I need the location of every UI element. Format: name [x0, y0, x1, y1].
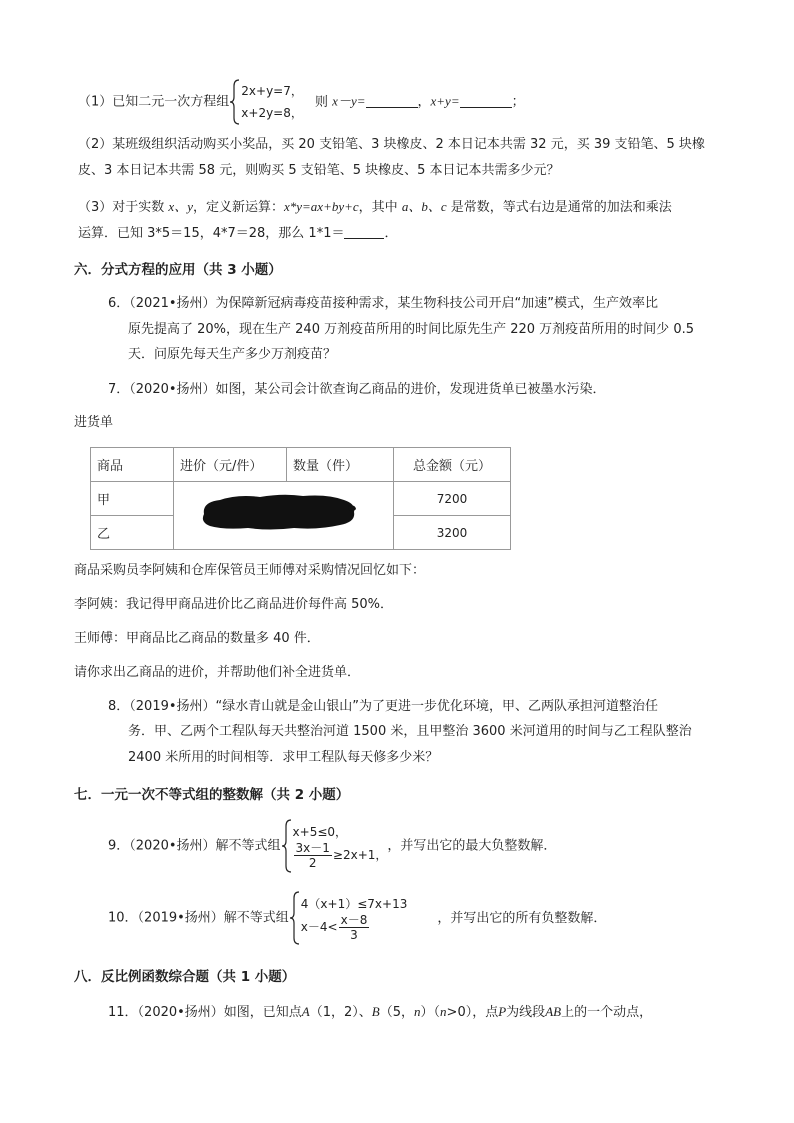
- q9-suffix: ，并写出它的最大负整数解．: [387, 838, 557, 854]
- point-p: P: [498, 1004, 507, 1019]
- q5-then: 则: [315, 94, 329, 110]
- q11-text-b: （1，2）、: [309, 1005, 372, 1020]
- q7-wang-statement: 王师傅：甲商品比乙商品的数量多 40 件．: [74, 631, 320, 646]
- fraction-denominator: 3: [350, 927, 358, 942]
- answer-blank-3[interactable]: [344, 224, 384, 239]
- q6-line1: 6．（2021•扬州）为保障新冠病毒疫苗接种需求，某生物科技公司开启“加速”模式，生产效率比: [108, 296, 658, 311]
- inequality-2-left: x－4<: [300, 919, 338, 934]
- fraction-denominator: 2: [308, 855, 317, 870]
- table-header: 数量（件）: [287, 448, 394, 482]
- section8-title: 八．反比例函数综合题（共 1 小题）: [74, 969, 296, 985]
- q5-part1: [78, 78, 525, 126]
- q5-part2-line2: 皮、3 本日记本共需 58 元，则购买 5 支铅笔、5 块橡皮、5 本日记本共需多少元？: [78, 163, 560, 178]
- inequality-system: [281, 818, 388, 874]
- q5-part3-line2: [78, 224, 398, 244]
- q5-p3-a: （3）对于实数: [78, 200, 165, 215]
- fraction-numerator: x－8: [340, 912, 368, 927]
- table-header: 进价（元/件）: [174, 448, 287, 482]
- q11-text-g: 上的一个动点，: [561, 1005, 653, 1020]
- q5-p3-xy: x、y: [168, 199, 193, 214]
- q11-line1: [108, 1002, 652, 1023]
- q5-sep: ，: [417, 94, 431, 110]
- table-cell-total: 7200: [394, 482, 511, 516]
- q5-part2-line1: （2）某班级组织活动购买小奖品，买 20 支铅笔、3 块橡皮、2 本日记本共需 32 元，买 39 支铅笔、5 块橡: [78, 137, 705, 152]
- table-cell-name: 乙: [91, 516, 174, 550]
- equation-1: 2x+y=7，: [241, 84, 303, 98]
- q7-question: 请你求出乙商品的进价，并帮助他们补全进货单．: [74, 665, 361, 680]
- q11-text-f: 为线段: [506, 1005, 546, 1020]
- fraction: [339, 913, 370, 942]
- q5-p3-abc: a、b、c: [401, 199, 447, 214]
- q5-p3-d: 是常数，等式右边是通常的加法和乘法: [450, 200, 672, 215]
- q7-li-statement: 李阿姨：我记得甲商品进价比乙商品进价每件高 50%．: [74, 597, 394, 612]
- q9-prefix: 9．（2020•扬州）解不等式组: [108, 838, 281, 854]
- brace-icon: [289, 890, 301, 946]
- inequality-2: [301, 913, 408, 942]
- q5-p3-c: ，其中: [358, 200, 398, 215]
- q7-line1: 7．（2020•扬州）如图，某公司会计欲查询乙商品的进价，发现进货单已被墨水污染．: [108, 382, 606, 397]
- q5-p3-b: ，定义新运算：: [192, 200, 284, 215]
- q11-text-e: >0），点: [446, 1005, 499, 1020]
- answer-blank-2[interactable]: [460, 93, 512, 108]
- expr-x-minus-y: x－y=: [332, 93, 366, 109]
- q5-p3-line2-text: 运算．已知 3*5＝15，4*7＝28，那么 1*1＝: [78, 226, 345, 241]
- table-cell-total: 3200: [394, 516, 511, 550]
- q5-end: ；: [511, 94, 525, 110]
- inequality-system: [289, 890, 408, 946]
- q8-line3: 2400 米所用的时间相等．求甲工程队每天修多少米？: [128, 750, 439, 765]
- table-cell-name: 甲: [91, 482, 174, 516]
- equation-2: x+2y=8，: [241, 106, 303, 120]
- q6-line2: 原先提高了 20%，现在生产 240 万剂疫苗所用的时间比原先生产 220 万剂疫苗所用的时间少 0.5: [128, 322, 694, 337]
- q5-part3-line1: [78, 197, 672, 218]
- expr-x-plus-y: x+y=: [430, 93, 460, 109]
- q8-line2: 务．甲、乙两个工程队每天共整治河道 1500 米，且甲整治 3600 米河道用的时间与乙工程队整治: [128, 724, 692, 739]
- segment-ab: AB: [545, 1004, 562, 1019]
- table-header: 商品: [91, 448, 174, 482]
- q5-p3-formula: x*y=ax+by+c: [283, 199, 359, 214]
- q6-line3: 天．问原先每天生产多少万剂疫苗？: [128, 347, 337, 362]
- inequality-1: 4（x+1）≤7x+13: [300, 896, 408, 911]
- brace-icon: [281, 818, 293, 874]
- var-n: n: [440, 1004, 447, 1019]
- table-header-row: [91, 448, 511, 482]
- q5-p3-line2-end: ．: [384, 226, 398, 241]
- ink-blot-icon: [198, 492, 358, 532]
- q11-text-c: （5，: [379, 1005, 415, 1020]
- table-caption: 进货单: [74, 415, 114, 430]
- q7-recall: 商品采购员李阿姨和仓库保管员王师傅对采购情况回忆如下：: [74, 563, 426, 578]
- inequality-2-rest: ≥2x+1，: [332, 847, 388, 862]
- q11-text-d: ）（: [420, 1005, 441, 1020]
- fraction: [294, 841, 332, 870]
- q9: [108, 818, 556, 875]
- equation-system: [229, 78, 303, 126]
- table-header: 总金额（元）: [394, 448, 511, 482]
- q8-line1: 8．（2019•扬州）“绿水青山就是金山银山”为了更进一步优化环境，甲、乙两队承担河道整治任: [108, 699, 658, 714]
- q10-suffix: ，并写出它的所有负整数解．: [437, 910, 607, 926]
- point-b: B: [371, 1004, 380, 1019]
- var-n: n: [414, 1004, 421, 1019]
- answer-blank-1[interactable]: [366, 93, 418, 108]
- section7-title: 七．一元一次不等式组的整数解（共 2 小题）: [74, 787, 350, 803]
- inequality-1: x+5≤0，: [292, 824, 348, 839]
- brace-icon: [229, 78, 241, 126]
- q10: [108, 890, 606, 947]
- q5-part1-prefix: （1）已知二元一次方程组: [78, 94, 230, 110]
- inequality-2: [293, 841, 388, 870]
- q11-text-a: 11．（2020•扬州）如图，已知点: [108, 1005, 302, 1020]
- section6-title: 六．分式方程的应用（共 3 小题）: [74, 262, 282, 278]
- q10-prefix: 10．（2019•扬州）解不等式组: [108, 910, 289, 926]
- point-a: A: [301, 1004, 310, 1019]
- fraction-numerator: 3x－1: [295, 840, 330, 855]
